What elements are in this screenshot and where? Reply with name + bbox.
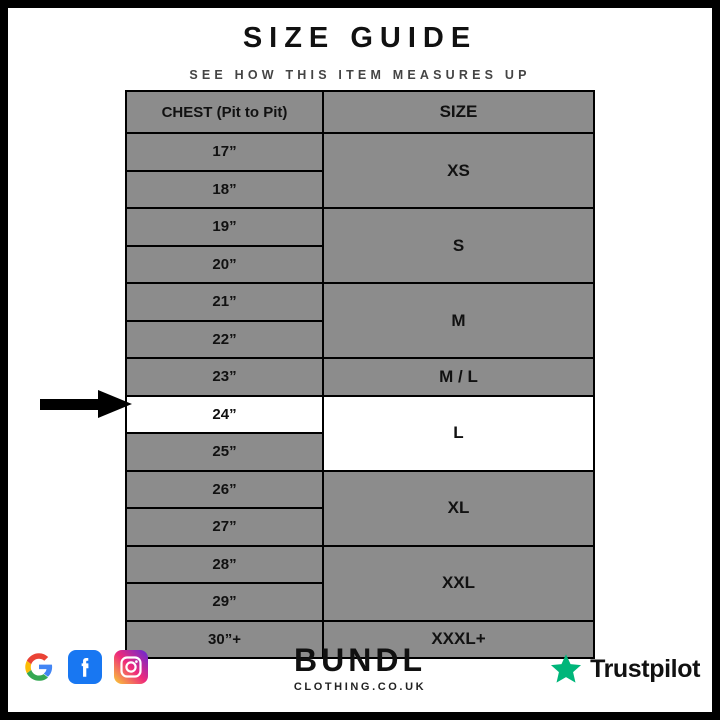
size-table-container xyxy=(125,90,595,659)
chest-cell: 17” xyxy=(126,133,323,171)
brand-subtitle: CLOTHING.CO.UK xyxy=(293,681,427,693)
table-row[interactable] xyxy=(126,358,594,396)
column-header-size: SIZE xyxy=(323,91,594,133)
size-cell: M / L xyxy=(323,358,594,396)
chest-cell: 23” xyxy=(126,358,323,396)
table-row[interactable] xyxy=(126,546,594,584)
size-cell: M xyxy=(323,283,594,358)
chest-cell: 28” xyxy=(126,546,323,584)
size-cell: XS xyxy=(323,133,594,208)
table-row[interactable] xyxy=(126,208,594,246)
table-row[interactable] xyxy=(126,471,594,509)
column-header-chest: CHEST (Pit to Pit) xyxy=(126,91,323,133)
chest-cell: 22” xyxy=(126,321,323,359)
footer xyxy=(8,636,712,712)
size-cell: XXXL+ xyxy=(323,621,594,659)
chest-cell: 21” xyxy=(126,283,323,321)
chest-cell: 27” xyxy=(126,508,323,546)
size-table xyxy=(125,90,595,659)
page-title: SIZE GUIDE xyxy=(242,22,478,54)
chest-cell-selected: 24” xyxy=(126,396,323,434)
page-subtitle: SEE HOW THIS ITEM MEASURES UP xyxy=(189,68,531,82)
trustpilot-star-icon xyxy=(549,652,583,686)
size-cell-selected: L xyxy=(323,396,594,471)
chest-cell: 29” xyxy=(126,583,323,621)
chest-cell: 25” xyxy=(126,433,323,471)
chest-cell: 18” xyxy=(126,171,323,209)
size-cell: XXL xyxy=(323,546,594,621)
table-header-row xyxy=(126,91,594,133)
chest-cell: 30”+ xyxy=(126,621,323,659)
size-cell: S xyxy=(323,208,594,283)
table-row[interactable] xyxy=(126,283,594,321)
table-row-selected[interactable] xyxy=(126,396,594,434)
table-row[interactable] xyxy=(126,133,594,171)
chest-cell: 19” xyxy=(126,208,323,246)
brand-name: BUNDL xyxy=(294,642,426,678)
size-guide-card xyxy=(8,8,712,712)
trustpilot-badge[interactable] xyxy=(549,652,700,686)
chest-cell: 26” xyxy=(126,471,323,509)
selected-size-arrow-icon xyxy=(40,390,132,418)
trustpilot-label: Trustpilot xyxy=(590,654,700,683)
chest-cell: 20” xyxy=(126,246,323,284)
size-cell: XL xyxy=(323,471,594,546)
